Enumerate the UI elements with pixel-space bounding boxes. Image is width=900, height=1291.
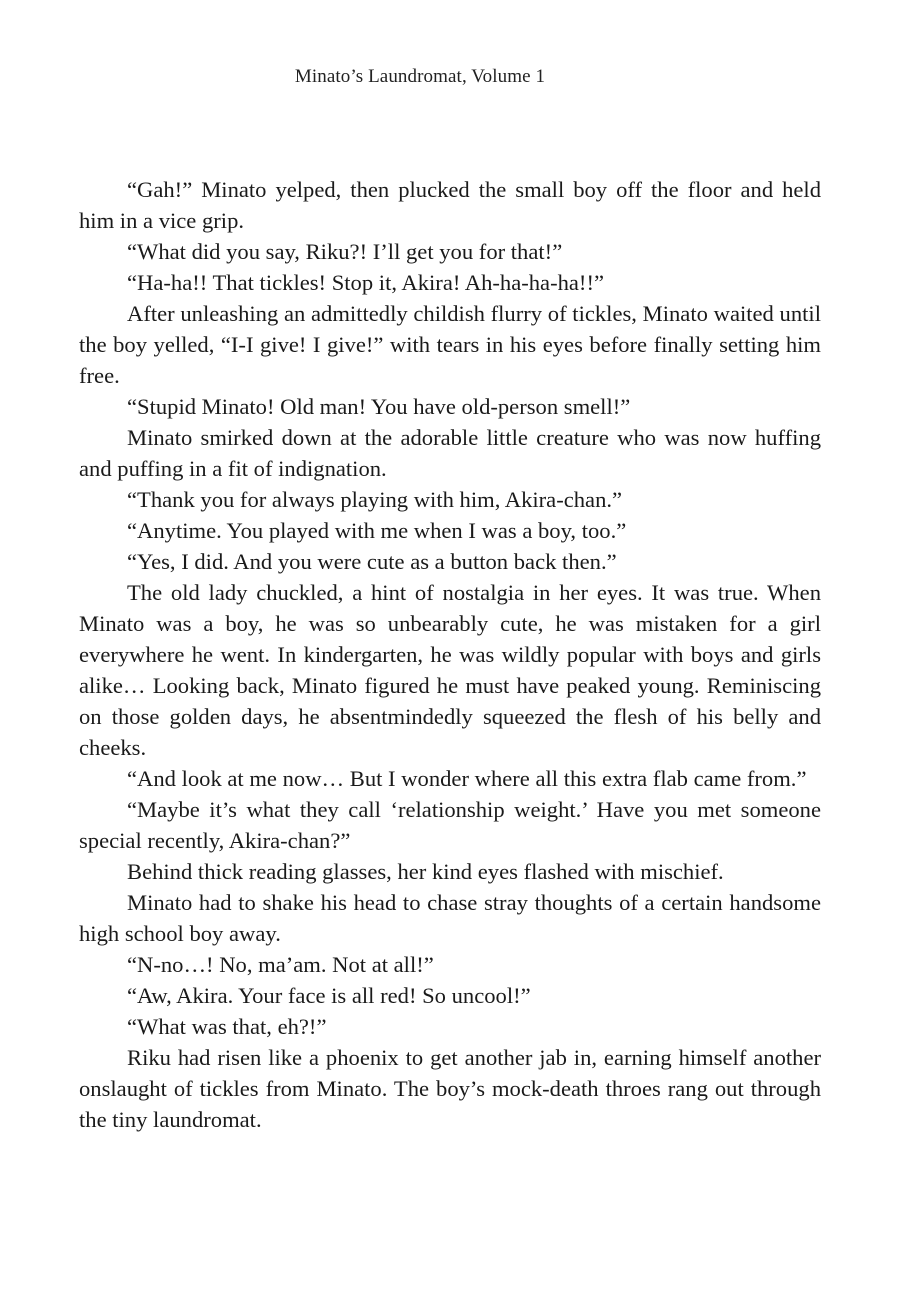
- paragraph: “What was that, eh?!”: [127, 1014, 327, 1039]
- paragraph: Riku had risen like a phoenix to get another jab in, earning himself another onslaught of tickles from Minato. The boy’s mock-death throes rang out through the tiny laundromat.: [79, 1045, 821, 1132]
- paragraph: “Maybe it’s what they call ‘relationship weight.’ Have you met someone special recently, Akira-chan?”: [79, 797, 821, 853]
- paragraph: “N-no…! No, ma’am. Not at all!”: [127, 952, 434, 977]
- paragraph: Behind thick reading glasses, her kind eyes flashed with mischief.: [127, 859, 724, 884]
- paragraph: “Ha-ha!! That tickles! Stop it, Akira! Ah-ha-ha-ha!!”: [127, 270, 605, 295]
- paragraph: “And look at me now… But I wonder where all this extra flab came from.”: [127, 766, 807, 791]
- page-body: [79, 174, 821, 1135]
- paragraph: Minato smirked down at the adorable little creature who was now huffing and puffing in a fit of indignation.: [79, 425, 821, 481]
- running-header: Minato’s Laundromat, Volume 1: [294, 66, 546, 87]
- paragraph: Minato had to shake his head to chase stray thoughts of a certain handsome high school boy away.: [79, 890, 821, 946]
- paragraph: After unleashing an admittedly childish flurry of tickles, Minato waited until the boy yelled, “I-I give! I give!” with tears in his eyes before finally setting him free.: [79, 301, 821, 388]
- paragraph: The old lady chuckled, a hint of nostalgia in her eyes. It was true. When Minato was a boy, he was so unbearably cute, he was mistaken for a girl everywhere he went. In kindergarten, he was wildly popular with boys and girls alike… Looking back, Minato figured he must have peaked young. Reminiscing on those golden days, he absentmindedly squeezed the flesh of his belly and cheeks.: [79, 580, 821, 760]
- paragraph: “Thank you for always playing with him, Akira-chan.”: [127, 487, 623, 512]
- paragraph: “Gah!” Minato yelped, then plucked the small boy off the floor and held him in a vice grip.: [79, 177, 821, 233]
- paragraph: “Stupid Minato! Old man! You have old-person smell!”: [127, 394, 631, 419]
- paragraph: “What did you say, Riku?! I’ll get you for that!”: [127, 239, 563, 264]
- paragraph: “Aw, Akira. Your face is all red! So uncool!”: [127, 983, 531, 1008]
- paragraph: “Anytime. You played with me when I was a boy, too.”: [127, 518, 627, 543]
- paragraph: “Yes, I did. And you were cute as a button back then.”: [127, 549, 617, 574]
